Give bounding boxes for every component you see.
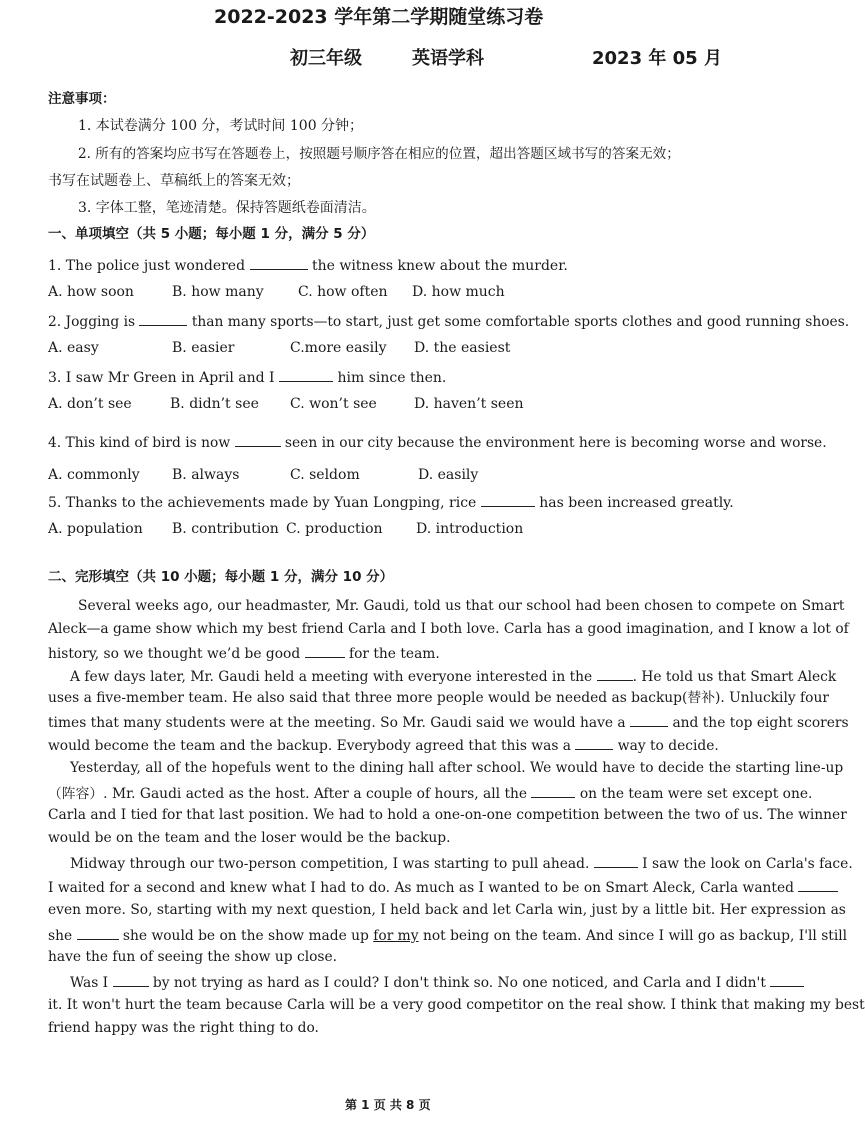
question-5-text: 5. Thanks to the achievements made by Yuan Longping, rice: [48, 495, 477, 511]
question-3-text-end: him since then.: [337, 370, 447, 386]
answer-blank[interactable]: [139, 311, 187, 326]
grade-label: 初三年级: [290, 48, 362, 69]
question-3: [48, 367, 446, 387]
question-5-text-end: has been increased greatly.: [539, 495, 734, 511]
subject-label: 英语学科: [412, 48, 484, 69]
question-1: [48, 255, 568, 275]
option-c[interactable]: C. how often: [298, 284, 388, 300]
passage-text: for my: [373, 928, 419, 944]
answer-blank[interactable]: [279, 367, 333, 382]
notes-heading: 注意事项：: [48, 91, 116, 107]
note-item-3: 3. 字体工整，笔迹清楚。保持答题纸卷面清洁。: [78, 200, 376, 216]
answer-blank[interactable]: [594, 853, 638, 868]
passage-line: Carla and I tied for that last position. We had to hold a one-on-one competition between the two of us. The winner: [48, 807, 847, 823]
option-d[interactable]: D. haven’t seen: [414, 396, 524, 412]
question-2: [48, 311, 849, 331]
passage-text: Was I: [70, 975, 109, 991]
answer-blank[interactable]: [77, 925, 119, 940]
passage-text: and the top eight scorers: [672, 715, 849, 731]
passage-line: [48, 925, 847, 945]
option-b[interactable]: B. easier: [172, 340, 235, 356]
passage-line: it. It won't hurt the team because Carla will be a very good competitor on the real show. I think that making my best: [48, 997, 865, 1013]
option-c[interactable]: C. production: [286, 521, 383, 537]
answer-blank[interactable]: [481, 492, 535, 507]
question-4-text-end: seen in our city because the environment here is becoming worse and worse.: [284, 435, 827, 451]
answer-blank[interactable]: [770, 972, 804, 987]
passage-line: even more. So, starting with my next question, I held back and let Carla win, just by a little bit. Her expression as: [48, 902, 846, 918]
option-b[interactable]: B. contribution: [172, 521, 279, 537]
passage-text: for the team.: [348, 646, 440, 662]
section2-heading: 二、完形填空（共 10 小题；每小题 1 分，满分 10 分）: [48, 569, 394, 585]
exam-title: 2022-2023 学年第二学期随堂练习卷: [214, 6, 544, 28]
option-d[interactable]: D. introduction: [416, 521, 524, 537]
option-c[interactable]: C. won’t see: [290, 396, 377, 412]
option-c[interactable]: C.more easily: [290, 340, 387, 356]
passage-text: （阵容）. Mr. Gaudi acted as the host. After a couple of hours, all the: [48, 786, 528, 802]
passage-text: she would be on the show made up: [122, 928, 369, 944]
option-b[interactable]: B. didn’t see: [170, 396, 259, 412]
passage-text: she: [48, 928, 73, 944]
note-item-2-cont: 书写在试题卷上、草稿纸上的答案无效；: [48, 173, 300, 189]
option-d[interactable]: D. the easiest: [414, 340, 511, 356]
answer-blank[interactable]: [250, 255, 308, 270]
passage-text: not being on the team. And since I will go as backup, I'll still: [422, 928, 848, 944]
passage-text: way to decide.: [617, 738, 719, 754]
passage-line: [48, 735, 719, 755]
passage-text: history, so we thought we’d be good: [48, 646, 301, 662]
passage-text: Midway through our two-person competition, I was starting to pull ahead.: [70, 856, 590, 872]
passage-line: Aleck—a game show which my best friend Carla and I both love. Carla has a good imagination, and I know a lot of: [48, 621, 849, 637]
passage-text: I waited for a second and knew what I had to do. As much as I wanted to be on Smart Aleck, Carla wanted: [48, 880, 794, 896]
passage-line: have the fun of seeing the show up close.: [48, 949, 338, 965]
section1-heading: 一、单项填空（共 5 小题；每小题 1 分，满分 5 分）: [48, 226, 375, 242]
passage-text: . He told us that Smart Aleck: [632, 669, 837, 685]
question-2-text: 2. Jogging is: [48, 314, 136, 330]
option-b[interactable]: B. how many: [172, 284, 264, 300]
note-item-1: 1. 本试卷满分 100 分，考试时间 100 分钟；: [78, 118, 364, 134]
date-label: 2023 年 05 月: [592, 48, 722, 69]
answer-blank[interactable]: [798, 877, 838, 892]
passage-line: Several weeks ago, our headmaster, Mr. Gaudi, told us that our school had been chosen to compete on Smart: [78, 598, 845, 614]
option-a[interactable]: A. easy: [48, 340, 99, 356]
option-a[interactable]: A. don’t see: [48, 396, 132, 412]
passage-text: would become the team and the backup. Everybody agreed that this was a: [48, 738, 572, 754]
passage-line: [48, 643, 440, 663]
answer-blank[interactable]: [597, 666, 633, 681]
option-d[interactable]: D. easily: [418, 467, 479, 483]
question-1-text-end: the witness knew about the murder.: [311, 258, 568, 274]
passage-line: would be on the team and the loser would be the backup.: [48, 830, 451, 846]
option-c[interactable]: C. seldom: [290, 467, 360, 483]
passage-line: [48, 877, 838, 897]
answer-blank[interactable]: [305, 643, 345, 658]
passage-line: [48, 783, 812, 803]
answer-blank[interactable]: [235, 432, 281, 447]
question-4-text: 4. This kind of bird is now: [48, 435, 231, 451]
passage-line: [48, 712, 849, 732]
passage-text: times that many students were at the meeting. So Mr. Gaudi said we would have a: [48, 715, 626, 731]
passage-text: on the team were set except one.: [579, 786, 813, 802]
question-3-text: 3. I saw Mr Green in April and I: [48, 370, 275, 386]
passage-line: friend happy was the right thing to do.: [48, 1020, 319, 1036]
answer-blank[interactable]: [630, 712, 668, 727]
page-number: 第 1 页 共 8 页: [345, 1098, 431, 1112]
answer-blank[interactable]: [531, 783, 575, 798]
option-a[interactable]: A. commonly: [48, 467, 140, 483]
question-1-text: 1. The police just wondered: [48, 258, 246, 274]
note-item-2: 2. 所有的答案均应书写在答题卷上，按照题号顺序答在相应的位置，超出答题区域书写的答案无效；: [78, 146, 680, 162]
question-4: [48, 432, 827, 452]
passage-text: A few days later, Mr. Gaudi held a meeting with everyone interested in the: [70, 669, 593, 685]
passage-text: by not trying as hard as I could? I don't think so. No one noticed, and Carla and I didn't: [152, 975, 766, 991]
option-b[interactable]: B. always: [172, 467, 240, 483]
passage-line: [70, 666, 836, 686]
question-5: [48, 492, 734, 512]
option-a[interactable]: A. population: [48, 521, 143, 537]
passage-text: I saw the look on Carla's face.: [642, 856, 853, 872]
option-d[interactable]: D. how much: [412, 284, 505, 300]
passage-line: [70, 853, 853, 873]
question-2-text-end: than many sports—to start, just get some comfortable sports clothes and good running shoes.: [191, 314, 850, 330]
option-a[interactable]: A. how soon: [48, 284, 134, 300]
answer-blank[interactable]: [575, 735, 613, 750]
passage-line: [70, 972, 804, 992]
passage-line: Yesterday, all of the hopefuls went to the dining hall after school. We would have to decide the starting line-up: [70, 760, 844, 776]
passage-line: uses a five-member team. He also said that three more people would be needed as backup(替补). Unluckily four: [48, 690, 829, 706]
answer-blank[interactable]: [113, 972, 149, 987]
